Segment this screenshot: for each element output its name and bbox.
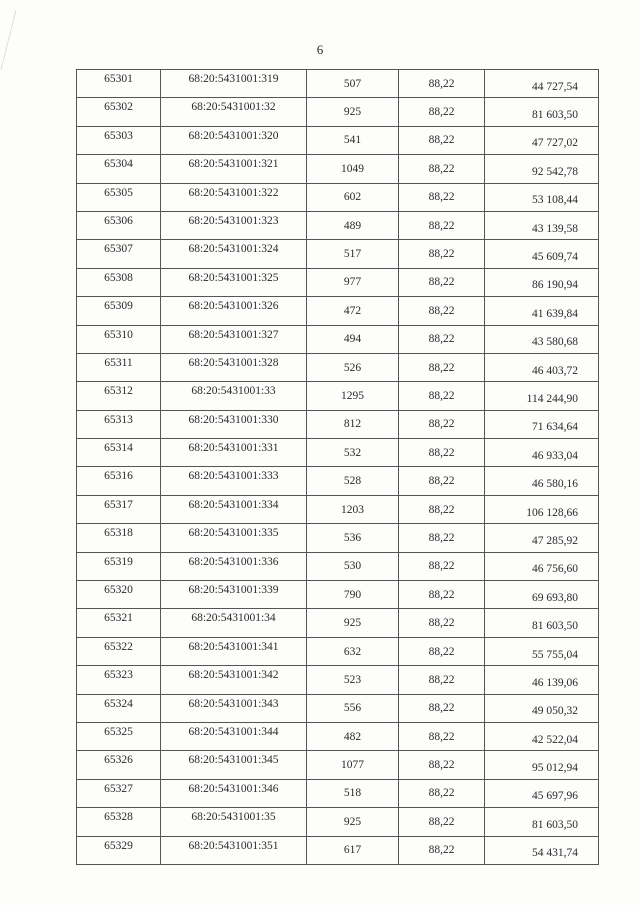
cadastral-number-cell: 68:20:5431001:331 bbox=[161, 439, 307, 467]
rate-cell: 88,22 bbox=[399, 211, 485, 239]
rate-cell: 88,22 bbox=[399, 495, 485, 523]
rate-cell: 88,22 bbox=[399, 552, 485, 580]
land-parcel-table bbox=[76, 69, 599, 865]
cadastral-number-cell: 68:20:5431001:333 bbox=[161, 467, 307, 495]
area-cell: 526 bbox=[307, 353, 399, 381]
table-row bbox=[77, 836, 599, 864]
rate-cell: 88,22 bbox=[399, 155, 485, 183]
amount-cell: 53 108,44 bbox=[485, 183, 599, 211]
area-cell: 632 bbox=[307, 637, 399, 665]
table-row bbox=[77, 552, 599, 580]
table-row bbox=[77, 382, 599, 410]
parcel-id-cell: 65311 bbox=[77, 353, 161, 381]
area-cell: 517 bbox=[307, 240, 399, 268]
amount-cell: 81 603,50 bbox=[485, 98, 599, 126]
parcel-id-cell: 65316 bbox=[77, 467, 161, 495]
table-row bbox=[77, 439, 599, 467]
area-cell: 1077 bbox=[307, 751, 399, 779]
table-row bbox=[77, 581, 599, 609]
amount-cell: 71 634,64 bbox=[485, 410, 599, 438]
amount-cell: 54 431,74 bbox=[485, 836, 599, 864]
parcel-id-cell: 65320 bbox=[77, 581, 161, 609]
cadastral-number-cell: 68:20:5431001:341 bbox=[161, 637, 307, 665]
area-cell: 790 bbox=[307, 581, 399, 609]
amount-cell: 47 285,92 bbox=[485, 524, 599, 552]
amount-cell: 46 139,06 bbox=[485, 666, 599, 694]
cadastral-number-cell: 68:20:5431001:322 bbox=[161, 183, 307, 211]
cadastral-number-cell: 68:20:5431001:351 bbox=[161, 836, 307, 864]
parcel-id-cell: 65306 bbox=[77, 211, 161, 239]
rate-cell: 88,22 bbox=[399, 524, 485, 552]
amount-cell: 41 639,84 bbox=[485, 297, 599, 325]
parcel-id-cell: 65308 bbox=[77, 268, 161, 296]
cadastral-number-cell: 68:20:5431001:326 bbox=[161, 297, 307, 325]
rate-cell: 88,22 bbox=[399, 609, 485, 637]
table-row bbox=[77, 353, 599, 381]
table-row bbox=[77, 779, 599, 807]
rate-cell: 88,22 bbox=[399, 297, 485, 325]
parcel-id-cell: 65313 bbox=[77, 410, 161, 438]
area-cell: 489 bbox=[307, 211, 399, 239]
parcel-id-cell: 65302 bbox=[77, 98, 161, 126]
amount-cell: 92 542,78 bbox=[485, 155, 599, 183]
table-row bbox=[77, 155, 599, 183]
area-cell: 472 bbox=[307, 297, 399, 325]
area-cell: 977 bbox=[307, 268, 399, 296]
cadastral-number-cell: 68:20:5431001:321 bbox=[161, 155, 307, 183]
table-row bbox=[77, 98, 599, 126]
rate-cell: 88,22 bbox=[399, 240, 485, 268]
parcel-id-cell: 65329 bbox=[77, 836, 161, 864]
table-row bbox=[77, 126, 599, 154]
area-cell: 482 bbox=[307, 722, 399, 750]
area-cell: 541 bbox=[307, 126, 399, 154]
area-cell: 556 bbox=[307, 694, 399, 722]
parcel-id-cell: 65314 bbox=[77, 439, 161, 467]
rate-cell: 88,22 bbox=[399, 722, 485, 750]
amount-cell: 86 190,94 bbox=[485, 268, 599, 296]
area-cell: 925 bbox=[307, 609, 399, 637]
rate-cell: 88,22 bbox=[399, 410, 485, 438]
rate-cell: 88,22 bbox=[399, 126, 485, 154]
rate-cell: 88,22 bbox=[399, 439, 485, 467]
amount-cell: 81 603,50 bbox=[485, 609, 599, 637]
amount-cell: 43 580,68 bbox=[485, 325, 599, 353]
cadastral-number-cell: 68:20:5431001:334 bbox=[161, 495, 307, 523]
parcel-id-cell: 65325 bbox=[77, 722, 161, 750]
table-row bbox=[77, 70, 599, 98]
table-row bbox=[77, 694, 599, 722]
amount-cell: 46 756,60 bbox=[485, 552, 599, 580]
area-cell: 536 bbox=[307, 524, 399, 552]
amount-cell: 69 693,80 bbox=[485, 581, 599, 609]
amount-cell: 47 727,02 bbox=[485, 126, 599, 154]
cadastral-number-cell: 68:20:5431001:35 bbox=[161, 808, 307, 836]
area-cell: 507 bbox=[307, 70, 399, 98]
rate-cell: 88,22 bbox=[399, 836, 485, 864]
amount-cell: 42 522,04 bbox=[485, 722, 599, 750]
rate-cell: 88,22 bbox=[399, 382, 485, 410]
cadastral-number-cell: 68:20:5431001:325 bbox=[161, 268, 307, 296]
table-row bbox=[77, 808, 599, 836]
parcel-id-cell: 65307 bbox=[77, 240, 161, 268]
table-row bbox=[77, 722, 599, 750]
cadastral-number-cell: 68:20:5431001:342 bbox=[161, 666, 307, 694]
amount-cell: 114 244,90 bbox=[485, 382, 599, 410]
parcel-id-cell: 65317 bbox=[77, 495, 161, 523]
cadastral-number-cell: 68:20:5431001:324 bbox=[161, 240, 307, 268]
table-row bbox=[77, 240, 599, 268]
parcel-id-cell: 65305 bbox=[77, 183, 161, 211]
parcel-id-cell: 65326 bbox=[77, 751, 161, 779]
cadastral-number-cell: 68:20:5431001:33 bbox=[161, 382, 307, 410]
cadastral-number-cell: 68:20:5431001:32 bbox=[161, 98, 307, 126]
amount-cell: 46 580,16 bbox=[485, 467, 599, 495]
area-cell: 812 bbox=[307, 410, 399, 438]
amount-cell: 55 755,04 bbox=[485, 637, 599, 665]
parcel-id-cell: 65309 bbox=[77, 297, 161, 325]
area-cell: 518 bbox=[307, 779, 399, 807]
cadastral-number-cell: 68:20:5431001:328 bbox=[161, 353, 307, 381]
parcel-id-cell: 65301 bbox=[77, 70, 161, 98]
parcel-id-cell: 65328 bbox=[77, 808, 161, 836]
area-cell: 494 bbox=[307, 325, 399, 353]
table-row bbox=[77, 495, 599, 523]
table-row bbox=[77, 268, 599, 296]
area-cell: 1203 bbox=[307, 495, 399, 523]
parcel-id-cell: 65322 bbox=[77, 637, 161, 665]
rate-cell: 88,22 bbox=[399, 581, 485, 609]
area-cell: 528 bbox=[307, 467, 399, 495]
amount-cell: 46 933,04 bbox=[485, 439, 599, 467]
parcel-id-cell: 65321 bbox=[77, 609, 161, 637]
table-body bbox=[77, 70, 599, 865]
area-cell: 1295 bbox=[307, 382, 399, 410]
table-row bbox=[77, 297, 599, 325]
rate-cell: 88,22 bbox=[399, 183, 485, 211]
rate-cell: 88,22 bbox=[399, 98, 485, 126]
cadastral-number-cell: 68:20:5431001:343 bbox=[161, 694, 307, 722]
area-cell: 925 bbox=[307, 98, 399, 126]
rate-cell: 88,22 bbox=[399, 70, 485, 98]
table-row bbox=[77, 524, 599, 552]
table-row bbox=[77, 211, 599, 239]
parcel-id-cell: 65318 bbox=[77, 524, 161, 552]
rate-cell: 88,22 bbox=[399, 666, 485, 694]
rate-cell: 88,22 bbox=[399, 751, 485, 779]
rate-cell: 88,22 bbox=[399, 467, 485, 495]
rate-cell: 88,22 bbox=[399, 779, 485, 807]
rate-cell: 88,22 bbox=[399, 325, 485, 353]
parcel-id-cell: 65323 bbox=[77, 666, 161, 694]
parcel-id-cell: 65304 bbox=[77, 155, 161, 183]
parcel-id-cell: 65303 bbox=[77, 126, 161, 154]
amount-cell: 44 727,54 bbox=[485, 70, 599, 98]
area-cell: 617 bbox=[307, 836, 399, 864]
scan-edge-mark bbox=[1, 10, 45, 70]
area-cell: 925 bbox=[307, 808, 399, 836]
amount-cell: 45 697,96 bbox=[485, 779, 599, 807]
cadastral-number-cell: 68:20:5431001:339 bbox=[161, 581, 307, 609]
area-cell: 1049 bbox=[307, 155, 399, 183]
amount-cell: 43 139,58 bbox=[485, 211, 599, 239]
cadastral-number-cell: 68:20:5431001:346 bbox=[161, 779, 307, 807]
cadastral-number-cell: 68:20:5431001:330 bbox=[161, 410, 307, 438]
table-row bbox=[77, 751, 599, 779]
parcel-id-cell: 65324 bbox=[77, 694, 161, 722]
cadastral-number-cell: 68:20:5431001:327 bbox=[161, 325, 307, 353]
cadastral-number-cell: 68:20:5431001:323 bbox=[161, 211, 307, 239]
cadastral-number-cell: 68:20:5431001:319 bbox=[161, 70, 307, 98]
area-cell: 530 bbox=[307, 552, 399, 580]
table-row bbox=[77, 609, 599, 637]
amount-cell: 81 603,50 bbox=[485, 808, 599, 836]
rate-cell: 88,22 bbox=[399, 637, 485, 665]
table-row bbox=[77, 183, 599, 211]
amount-cell: 95 012,94 bbox=[485, 751, 599, 779]
area-cell: 532 bbox=[307, 439, 399, 467]
area-cell: 523 bbox=[307, 666, 399, 694]
amount-cell: 49 050,32 bbox=[485, 694, 599, 722]
parcel-id-cell: 65327 bbox=[77, 779, 161, 807]
table-row bbox=[77, 410, 599, 438]
cadastral-number-cell: 68:20:5431001:336 bbox=[161, 552, 307, 580]
parcel-id-cell: 65312 bbox=[77, 382, 161, 410]
amount-cell: 45 609,74 bbox=[485, 240, 599, 268]
amount-cell: 106 128,66 bbox=[485, 495, 599, 523]
cadastral-number-cell: 68:20:5431001:34 bbox=[161, 609, 307, 637]
table-row bbox=[77, 637, 599, 665]
table-row bbox=[77, 325, 599, 353]
rate-cell: 88,22 bbox=[399, 808, 485, 836]
cadastral-number-cell: 68:20:5431001:320 bbox=[161, 126, 307, 154]
cadastral-number-cell: 68:20:5431001:335 bbox=[161, 524, 307, 552]
table-row bbox=[77, 467, 599, 495]
area-cell: 602 bbox=[307, 183, 399, 211]
rate-cell: 88,22 bbox=[399, 268, 485, 296]
cadastral-number-cell: 68:20:5431001:345 bbox=[161, 751, 307, 779]
page-number: 6 bbox=[316, 42, 324, 57]
parcel-id-cell: 65319 bbox=[77, 552, 161, 580]
rate-cell: 88,22 bbox=[399, 353, 485, 381]
cadastral-number-cell: 68:20:5431001:344 bbox=[161, 722, 307, 750]
table-row bbox=[77, 666, 599, 694]
amount-cell: 46 403,72 bbox=[485, 353, 599, 381]
rate-cell: 88,22 bbox=[399, 694, 485, 722]
parcel-id-cell: 65310 bbox=[77, 325, 161, 353]
